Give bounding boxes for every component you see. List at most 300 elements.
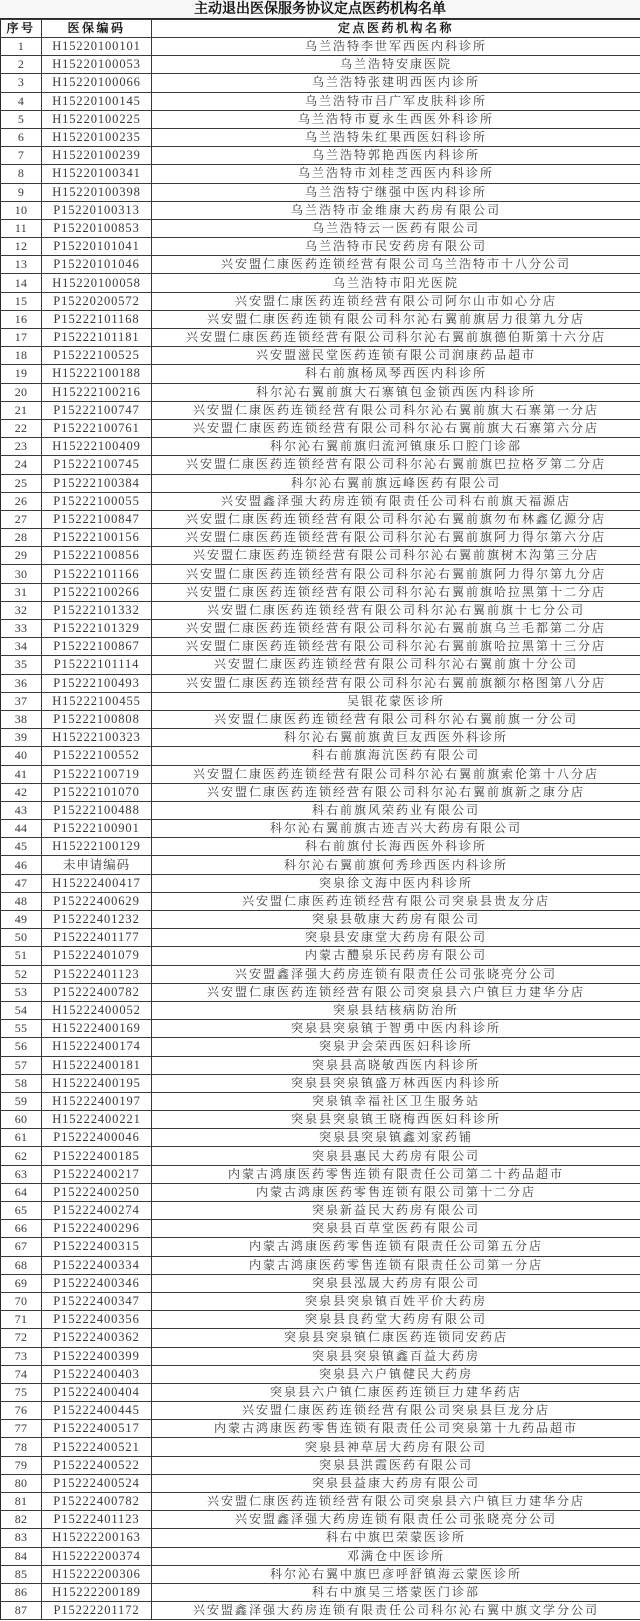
cell-insurance-code: P15222400404 xyxy=(42,1383,152,1401)
table-row xyxy=(1,783,640,801)
table-row xyxy=(1,601,640,619)
table-row xyxy=(1,1020,640,1038)
cell-insurance-code: P15222100745 xyxy=(42,456,152,474)
cell-insurance-code: H15222200374 xyxy=(42,1547,152,1565)
cell-insurance-code: P15222400362 xyxy=(42,1329,152,1347)
cell-insurance-code: P15222101329 xyxy=(42,620,152,638)
table-row xyxy=(1,128,640,146)
table-row xyxy=(1,329,640,347)
cell-insurance-code: P15222400445 xyxy=(42,1402,152,1420)
table-row xyxy=(1,492,640,510)
cell-institution-name: 内蒙古鸿康医药零售连锁有限公司第十二分店 xyxy=(152,1183,640,1201)
cell-serial-number: 80 xyxy=(1,1474,42,1492)
cell-serial-number: 43 xyxy=(1,801,42,819)
cell-institution-name: 乌兰浩特安康医院 xyxy=(152,56,640,74)
cell-serial-number: 5 xyxy=(1,110,42,128)
cell-insurance-code: H15220100053 xyxy=(42,56,152,74)
cell-institution-name: 乌兰浩特朱红果西医妇科诊所 xyxy=(152,128,640,146)
cell-serial-number: 36 xyxy=(1,674,42,692)
cell-institution-name: 兴安盟鑫泽强大药房连锁有限责任公司张晓亮分公司 xyxy=(152,1511,640,1529)
cell-serial-number: 81 xyxy=(1,1493,42,1511)
table-row xyxy=(1,747,640,765)
cell-insurance-code: H15222400181 xyxy=(42,1056,152,1074)
cell-serial-number: 53 xyxy=(1,983,42,1001)
cell-institution-name: 兴安盟鑫泽强大药房连锁有限责任公司张晓亮分公司 xyxy=(152,965,640,983)
table-row xyxy=(1,692,640,710)
cell-serial-number: 69 xyxy=(1,1274,42,1292)
cell-institution-name: 兴安盟仁康医药连锁经营有限公司科尔沁右翼前旗十七分公司 xyxy=(152,601,640,619)
cell-insurance-code: P15222101181 xyxy=(42,329,152,347)
table-row xyxy=(1,1383,640,1401)
cell-institution-name: 兴安盟仁康医药连锁经营有限公司科尔沁右翼前旗额尔格图第八分店 xyxy=(152,674,640,692)
cell-institution-name: 内蒙古醴泉乐民药房有限公司 xyxy=(152,947,640,965)
cell-insurance-code: P15222400346 xyxy=(42,1274,152,1292)
table-row xyxy=(1,965,640,983)
cell-insurance-code: H15220100101 xyxy=(42,38,152,56)
cell-serial-number: 86 xyxy=(1,1583,42,1601)
cell-serial-number: 84 xyxy=(1,1547,42,1565)
cell-serial-number: 64 xyxy=(1,1183,42,1201)
cell-serial-number: 18 xyxy=(1,347,42,365)
table-row xyxy=(1,1602,640,1620)
cell-insurance-code: P15222400399 xyxy=(42,1347,152,1365)
cell-serial-number: 15 xyxy=(1,292,42,310)
cell-insurance-code: P15222400296 xyxy=(42,1220,152,1238)
cell-serial-number: 8 xyxy=(1,165,42,183)
cell-institution-name: 兴安盟仁康医药连锁经营有限公司科尔沁右翼前旗树木沟第三分店 xyxy=(152,547,640,565)
table-row xyxy=(1,438,640,456)
cell-insurance-code: P15222100266 xyxy=(42,583,152,601)
table-row xyxy=(1,674,640,692)
cell-insurance-code: P15222201172 xyxy=(42,1602,152,1620)
cell-insurance-code: P15222400782 xyxy=(42,1493,152,1511)
table-row xyxy=(1,1202,640,1220)
institution-table xyxy=(0,19,640,1620)
cell-institution-name: 邓满仓中医诊所 xyxy=(152,1547,640,1565)
cell-insurance-code: P15222400315 xyxy=(42,1238,152,1256)
cell-serial-number: 83 xyxy=(1,1529,42,1547)
cell-institution-name: 乌兰浩特宁继强中医内科诊所 xyxy=(152,183,640,201)
cell-insurance-code: H15222400221 xyxy=(42,1111,152,1129)
cell-insurance-code: P15222100901 xyxy=(42,820,152,838)
cell-serial-number: 23 xyxy=(1,438,42,456)
cell-serial-number: 61 xyxy=(1,1129,42,1147)
table-row xyxy=(1,1147,640,1165)
cell-institution-name: 突泉县洪霞医药有限公司 xyxy=(152,1456,640,1474)
table-row xyxy=(1,274,640,292)
cell-serial-number: 11 xyxy=(1,219,42,237)
cell-institution-name: 科右中旗巴荣蒙医诊所 xyxy=(152,1529,640,1547)
cell-institution-name: 突泉县结核病防治所 xyxy=(152,1001,640,1019)
table-row xyxy=(1,1365,640,1383)
cell-serial-number: 75 xyxy=(1,1383,42,1401)
table-row xyxy=(1,1274,640,1292)
cell-insurance-code: 未申请编码 xyxy=(42,856,152,874)
table-row xyxy=(1,1111,640,1129)
cell-insurance-code: H15222200163 xyxy=(42,1529,152,1547)
cell-institution-name: 突泉县益康大药房有限公司 xyxy=(152,1474,640,1492)
cell-insurance-code: P15222100719 xyxy=(42,765,152,783)
table-row xyxy=(1,238,640,256)
cell-serial-number: 14 xyxy=(1,274,42,292)
table-row xyxy=(1,310,640,328)
cell-institution-name: 乌兰浩特张建明西医内诊所 xyxy=(152,74,640,92)
cell-serial-number: 28 xyxy=(1,529,42,547)
cell-institution-name: 兴安盟仁康医药连锁经营有限公司突泉县六户镇巨力建华分店 xyxy=(152,1493,640,1511)
cell-serial-number: 46 xyxy=(1,856,42,874)
cell-institution-name: 内蒙古鸿康医药零售连锁有限责任公司突泉第十九药品超市 xyxy=(152,1420,640,1438)
cell-institution-name: 突泉县突泉镇鑫刘家药铺 xyxy=(152,1129,640,1147)
cell-institution-name: 兴安盟仁康医药连锁经营有限公司科尔沁右翼前旗乌兰毛都第二分店 xyxy=(152,620,640,638)
table-row xyxy=(1,1547,640,1565)
cell-serial-number: 13 xyxy=(1,256,42,274)
cell-serial-number: 47 xyxy=(1,874,42,892)
cell-serial-number: 73 xyxy=(1,1347,42,1365)
cell-insurance-code: P15222100525 xyxy=(42,347,152,365)
cell-institution-name: 兴安盟仁康医药连锁经营有限公司科尔沁右翼前旗哈拉黑第十三分店 xyxy=(152,638,640,656)
cell-institution-name: 兴安盟鑫泽强大药房连锁有限责任公司科尔沁右翼中旗文学分公司 xyxy=(152,1602,640,1620)
cell-insurance-code: P15222100156 xyxy=(42,529,152,547)
cell-insurance-code: H15220100239 xyxy=(42,147,152,165)
document-title: 主动退出医保服务协议定点医药机构名单 xyxy=(0,0,640,19)
table-row xyxy=(1,1347,640,1365)
table-row xyxy=(1,710,640,728)
cell-serial-number: 4 xyxy=(1,92,42,110)
cell-insurance-code: P15222101166 xyxy=(42,565,152,583)
cell-serial-number: 17 xyxy=(1,329,42,347)
table-row xyxy=(1,911,640,929)
cell-insurance-code: P15220200572 xyxy=(42,292,152,310)
cell-institution-name: 内蒙古鸿康医药零售连锁有限责任公司第五分店 xyxy=(152,1238,640,1256)
cell-institution-name: 兴安盟仁康医药连锁经营有限公司科尔沁右翼前旗阿力得尔第六分店 xyxy=(152,529,640,547)
table-body xyxy=(1,38,640,1620)
cell-insurance-code: P15222100867 xyxy=(42,638,152,656)
table-row xyxy=(1,947,640,965)
table-row xyxy=(1,1565,640,1583)
cell-insurance-code: P15222400629 xyxy=(42,892,152,910)
table-row xyxy=(1,74,640,92)
cell-insurance-code: H15220100341 xyxy=(42,165,152,183)
cell-insurance-code: P15222400782 xyxy=(42,983,152,1001)
cell-insurance-code: H15222200189 xyxy=(42,1583,152,1601)
cell-insurance-code: H15222100188 xyxy=(42,365,152,383)
cell-serial-number: 25 xyxy=(1,474,42,492)
cell-insurance-code: P15222101114 xyxy=(42,656,152,674)
table-row xyxy=(1,256,640,274)
table-row xyxy=(1,547,640,565)
table-row xyxy=(1,201,640,219)
table-header xyxy=(1,20,640,38)
table-row xyxy=(1,656,640,674)
table-row xyxy=(1,929,640,947)
cell-serial-number: 38 xyxy=(1,710,42,728)
table-row xyxy=(1,1238,640,1256)
cell-serial-number: 78 xyxy=(1,1438,42,1456)
cell-serial-number: 9 xyxy=(1,183,42,201)
cell-serial-number: 52 xyxy=(1,965,42,983)
table-row xyxy=(1,1529,640,1547)
cell-insurance-code: P15222100055 xyxy=(42,492,152,510)
cell-institution-name: 突泉县六户镇仁康医药连锁巨力建华药店 xyxy=(152,1383,640,1401)
cell-insurance-code: H15222400195 xyxy=(42,1074,152,1092)
cell-serial-number: 29 xyxy=(1,547,42,565)
cell-serial-number: 21 xyxy=(1,401,42,419)
cell-institution-name: 科尔沁右翼前旗归流河镇康乐口腔门诊部 xyxy=(152,438,640,456)
header-institution-name: 定点医药机构名称 xyxy=(152,20,640,38)
header-insurance-code: 医保编码 xyxy=(42,20,152,38)
cell-serial-number: 65 xyxy=(1,1202,42,1220)
cell-institution-name: 乌兰浩特郭艳西医内科诊所 xyxy=(152,147,640,165)
cell-serial-number: 51 xyxy=(1,947,42,965)
cell-serial-number: 44 xyxy=(1,820,42,838)
cell-insurance-code: P15222400403 xyxy=(42,1365,152,1383)
table-row xyxy=(1,474,640,492)
table-row xyxy=(1,856,640,874)
table-row xyxy=(1,820,640,838)
cell-serial-number: 60 xyxy=(1,1111,42,1129)
cell-insurance-code: H15220100145 xyxy=(42,92,152,110)
table-row xyxy=(1,510,640,528)
cell-insurance-code: P15222400185 xyxy=(42,1147,152,1165)
table-row xyxy=(1,765,640,783)
cell-institution-name: 突泉县突泉镇王晓梅西医妇科诊所 xyxy=(152,1111,640,1129)
cell-institution-name: 突泉新益民大药房有限公司 xyxy=(152,1202,640,1220)
cell-serial-number: 50 xyxy=(1,929,42,947)
cell-insurance-code: P15222400517 xyxy=(42,1420,152,1438)
table-row xyxy=(1,620,640,638)
cell-serial-number: 19 xyxy=(1,365,42,383)
cell-insurance-code: P15222400046 xyxy=(42,1129,152,1147)
cell-insurance-code: P15222401177 xyxy=(42,929,152,947)
table-row xyxy=(1,529,640,547)
cell-institution-name: 突泉县突泉镇于智勇中医内科诊所 xyxy=(152,1020,640,1038)
cell-institution-name: 兴安盟仁康医药连锁经营有限公司突泉县贵友分店 xyxy=(152,892,640,910)
cell-insurance-code: P15222401079 xyxy=(42,947,152,965)
cell-institution-name: 突泉县突泉镇鑫百益大药房 xyxy=(152,1347,640,1365)
cell-institution-name: 兴安盟仁康医药连锁经营有限公司科尔沁右翼前旗哈拉黑第十二分店 xyxy=(152,583,640,601)
cell-insurance-code: P15222101070 xyxy=(42,783,152,801)
cell-insurance-code: P15222100761 xyxy=(42,419,152,437)
cell-institution-name: 科尔沁右翼前旗古迹吉兴大药房有限公司 xyxy=(152,820,640,838)
cell-institution-name: 吴银花蒙医诊所 xyxy=(152,692,640,710)
cell-serial-number: 31 xyxy=(1,583,42,601)
table-row xyxy=(1,92,640,110)
cell-insurance-code: H15220100225 xyxy=(42,110,152,128)
table-row xyxy=(1,583,640,601)
cell-insurance-code: P15222100493 xyxy=(42,674,152,692)
cell-institution-name: 兴安盟仁康医药连锁经营有限公司科尔沁右翼前旗阿力得尔第九分店 xyxy=(152,565,640,583)
cell-institution-name: 兴安盟仁康医药连锁经营有限公司突泉县六户镇巨力建华分店 xyxy=(152,983,640,1001)
cell-insurance-code: P15220101041 xyxy=(42,238,152,256)
cell-institution-name: 乌兰浩特市金维康大药房有限公司 xyxy=(152,201,640,219)
table-row xyxy=(1,1474,640,1492)
cell-insurance-code: P15222400347 xyxy=(42,1292,152,1310)
cell-insurance-code: P15222400524 xyxy=(42,1474,152,1492)
cell-institution-name: 突泉县百草堂医药有限公司 xyxy=(152,1220,640,1238)
cell-insurance-code: P15222401123 xyxy=(42,1511,152,1529)
table-row xyxy=(1,1220,640,1238)
cell-institution-name: 兴安盟仁康医药连锁经营有限公司科尔沁右翼前旗一分公司 xyxy=(152,710,640,728)
cell-insurance-code: H15220100398 xyxy=(42,183,152,201)
cell-institution-name: 乌兰浩特市吕广军皮肤科诊所 xyxy=(152,92,640,110)
cell-serial-number: 20 xyxy=(1,383,42,401)
cell-serial-number: 87 xyxy=(1,1602,42,1620)
table-row xyxy=(1,983,640,1001)
cell-institution-name: 突泉县六户镇健民大药房 xyxy=(152,1365,640,1383)
cell-insurance-code: H15222100409 xyxy=(42,438,152,456)
table-row xyxy=(1,1129,640,1147)
cell-institution-name: 乌兰浩特云一医药有限公司 xyxy=(152,219,640,237)
cell-serial-number: 2 xyxy=(1,56,42,74)
table-row xyxy=(1,1493,640,1511)
table-row xyxy=(1,1183,640,1201)
cell-serial-number: 6 xyxy=(1,128,42,146)
cell-serial-number: 62 xyxy=(1,1147,42,1165)
cell-institution-name: 科右前旗杨凤琴西医内科诊所 xyxy=(152,365,640,383)
cell-insurance-code: P15222401232 xyxy=(42,911,152,929)
cell-institution-name: 兴安盟仁康医药连锁经营有限公司阿尔山市如心分店 xyxy=(152,292,640,310)
table-row xyxy=(1,1092,640,1110)
table-row xyxy=(1,365,640,383)
cell-insurance-code: P15222401123 xyxy=(42,965,152,983)
table-row xyxy=(1,147,640,165)
cell-insurance-code: P15222100747 xyxy=(42,401,152,419)
cell-insurance-code: H15222100129 xyxy=(42,838,152,856)
cell-insurance-code: P15222100384 xyxy=(42,474,152,492)
cell-insurance-code: H15222400197 xyxy=(42,1092,152,1110)
cell-institution-name: 科右中旗吴三塔蒙医门诊部 xyxy=(152,1583,640,1601)
table-row xyxy=(1,347,640,365)
cell-institution-name: 兴安盟仁康医药连锁经营有限公司科尔沁右翼前旗勿布林鑫亿源分店 xyxy=(152,510,640,528)
cell-insurance-code: P15222400521 xyxy=(42,1438,152,1456)
cell-serial-number: 3 xyxy=(1,74,42,92)
table-row xyxy=(1,219,640,237)
cell-serial-number: 48 xyxy=(1,892,42,910)
table-row xyxy=(1,1583,640,1601)
cell-institution-name: 突泉县突泉镇盛万林西医内科诊所 xyxy=(152,1074,640,1092)
cell-serial-number: 54 xyxy=(1,1001,42,1019)
cell-serial-number: 68 xyxy=(1,1256,42,1274)
cell-institution-name: 突泉县突泉镇百姓平价大药房 xyxy=(152,1292,640,1310)
cell-serial-number: 12 xyxy=(1,238,42,256)
header-serial-number: 序号 xyxy=(1,20,42,38)
cell-insurance-code: P15222400334 xyxy=(42,1256,152,1274)
cell-insurance-code: H15220100235 xyxy=(42,128,152,146)
cell-serial-number: 71 xyxy=(1,1311,42,1329)
cell-institution-name: 兴安盟仁康医药连锁经营有限公司科尔沁右翼前旗十分公司 xyxy=(152,656,640,674)
table-row xyxy=(1,892,640,910)
table-row xyxy=(1,419,640,437)
cell-insurance-code: H15222400417 xyxy=(42,874,152,892)
cell-insurance-code: P15222400217 xyxy=(42,1165,152,1183)
cell-serial-number: 58 xyxy=(1,1074,42,1092)
cell-insurance-code: H15222400052 xyxy=(42,1001,152,1019)
cell-insurance-code: H15222400174 xyxy=(42,1038,152,1056)
table-row xyxy=(1,1402,640,1420)
table-row xyxy=(1,638,640,656)
cell-institution-name: 科尔沁右翼中旗巴彦呼舒镇海云蒙医诊所 xyxy=(152,1565,640,1583)
cell-serial-number: 22 xyxy=(1,419,42,437)
cell-serial-number: 26 xyxy=(1,492,42,510)
cell-serial-number: 79 xyxy=(1,1456,42,1474)
cell-serial-number: 49 xyxy=(1,911,42,929)
cell-institution-name: 乌兰浩特李世军西医内科诊所 xyxy=(152,38,640,56)
cell-institution-name: 乌兰浩特市夏永生西医外科诊所 xyxy=(152,110,640,128)
cell-institution-name: 突泉县突泉镇仁康医药连锁同安药店 xyxy=(152,1329,640,1347)
cell-serial-number: 77 xyxy=(1,1420,42,1438)
table-row xyxy=(1,292,640,310)
cell-institution-name: 乌兰浩特市民安药房有限公司 xyxy=(152,238,640,256)
cell-insurance-code: H15222100455 xyxy=(42,692,152,710)
cell-serial-number: 16 xyxy=(1,310,42,328)
cell-serial-number: 32 xyxy=(1,601,42,619)
cell-insurance-code: P15220101046 xyxy=(42,256,152,274)
cell-institution-name: 突泉尹会荣西医妇科诊所 xyxy=(152,1038,640,1056)
cell-serial-number: 76 xyxy=(1,1402,42,1420)
header-row xyxy=(1,20,640,38)
table-row xyxy=(1,1438,640,1456)
cell-institution-name: 兴安盟鑫泽强大药房连锁有限责任公司科右前旗天福源店 xyxy=(152,492,640,510)
table-row xyxy=(1,1420,640,1438)
table-row xyxy=(1,456,640,474)
table-row xyxy=(1,1074,640,1092)
table-row xyxy=(1,801,640,819)
cell-serial-number: 82 xyxy=(1,1511,42,1529)
cell-institution-name: 突泉县敬康大药房有限公司 xyxy=(152,911,640,929)
table-row xyxy=(1,1311,640,1329)
table-row xyxy=(1,110,640,128)
cell-serial-number: 59 xyxy=(1,1092,42,1110)
table-row xyxy=(1,56,640,74)
table-row xyxy=(1,874,640,892)
cell-institution-name: 兴安盟仁康医药连锁经营有限公司科尔沁右翼前旗大石寨第一分店 xyxy=(152,401,640,419)
table-row xyxy=(1,565,640,583)
cell-institution-name: 科尔沁右翼前旗黄巨友西医外科诊所 xyxy=(152,729,640,747)
cell-institution-name: 突泉镇幸福社区卫生服务站 xyxy=(152,1092,640,1110)
cell-serial-number: 30 xyxy=(1,565,42,583)
cell-institution-name: 科尔沁右翼前旗远峰医药有限公司 xyxy=(152,474,640,492)
cell-insurance-code: P15222400522 xyxy=(42,1456,152,1474)
table-row xyxy=(1,1165,640,1183)
cell-serial-number: 45 xyxy=(1,838,42,856)
cell-institution-name: 突泉县良药堂大药房有限公司 xyxy=(152,1311,640,1329)
cell-insurance-code: P15222100808 xyxy=(42,710,152,728)
cell-institution-name: 突泉县高晓敏西医内科诊所 xyxy=(152,1056,640,1074)
cell-institution-name: 兴安盟仁康医药连锁经营有限公司科尔沁右翼前旗索伦第十八分店 xyxy=(152,765,640,783)
cell-serial-number: 37 xyxy=(1,692,42,710)
cell-serial-number: 1 xyxy=(1,38,42,56)
cell-insurance-code: H15222100323 xyxy=(42,729,152,747)
cell-insurance-code: P15222400250 xyxy=(42,1183,152,1201)
table-row xyxy=(1,401,640,419)
cell-institution-name: 兴安盟仁康医药连锁经营有限公司乌兰浩特市十八分公司 xyxy=(152,256,640,274)
cell-serial-number: 57 xyxy=(1,1056,42,1074)
table-row xyxy=(1,38,640,56)
table-row xyxy=(1,1038,640,1056)
table-row xyxy=(1,1001,640,1019)
cell-insurance-code: P15222100847 xyxy=(42,510,152,528)
cell-serial-number: 34 xyxy=(1,638,42,656)
table-row xyxy=(1,1292,640,1310)
table-row xyxy=(1,1256,640,1274)
cell-serial-number: 56 xyxy=(1,1038,42,1056)
cell-serial-number: 42 xyxy=(1,783,42,801)
cell-insurance-code: P15222100552 xyxy=(42,747,152,765)
cell-insurance-code: P15222101332 xyxy=(42,601,152,619)
cell-serial-number: 63 xyxy=(1,1165,42,1183)
cell-institution-name: 兴安盟仁康医药连锁经营有限公司科尔沁右翼前旗德伯斯第十六分店 xyxy=(152,329,640,347)
table-row xyxy=(1,1056,640,1074)
